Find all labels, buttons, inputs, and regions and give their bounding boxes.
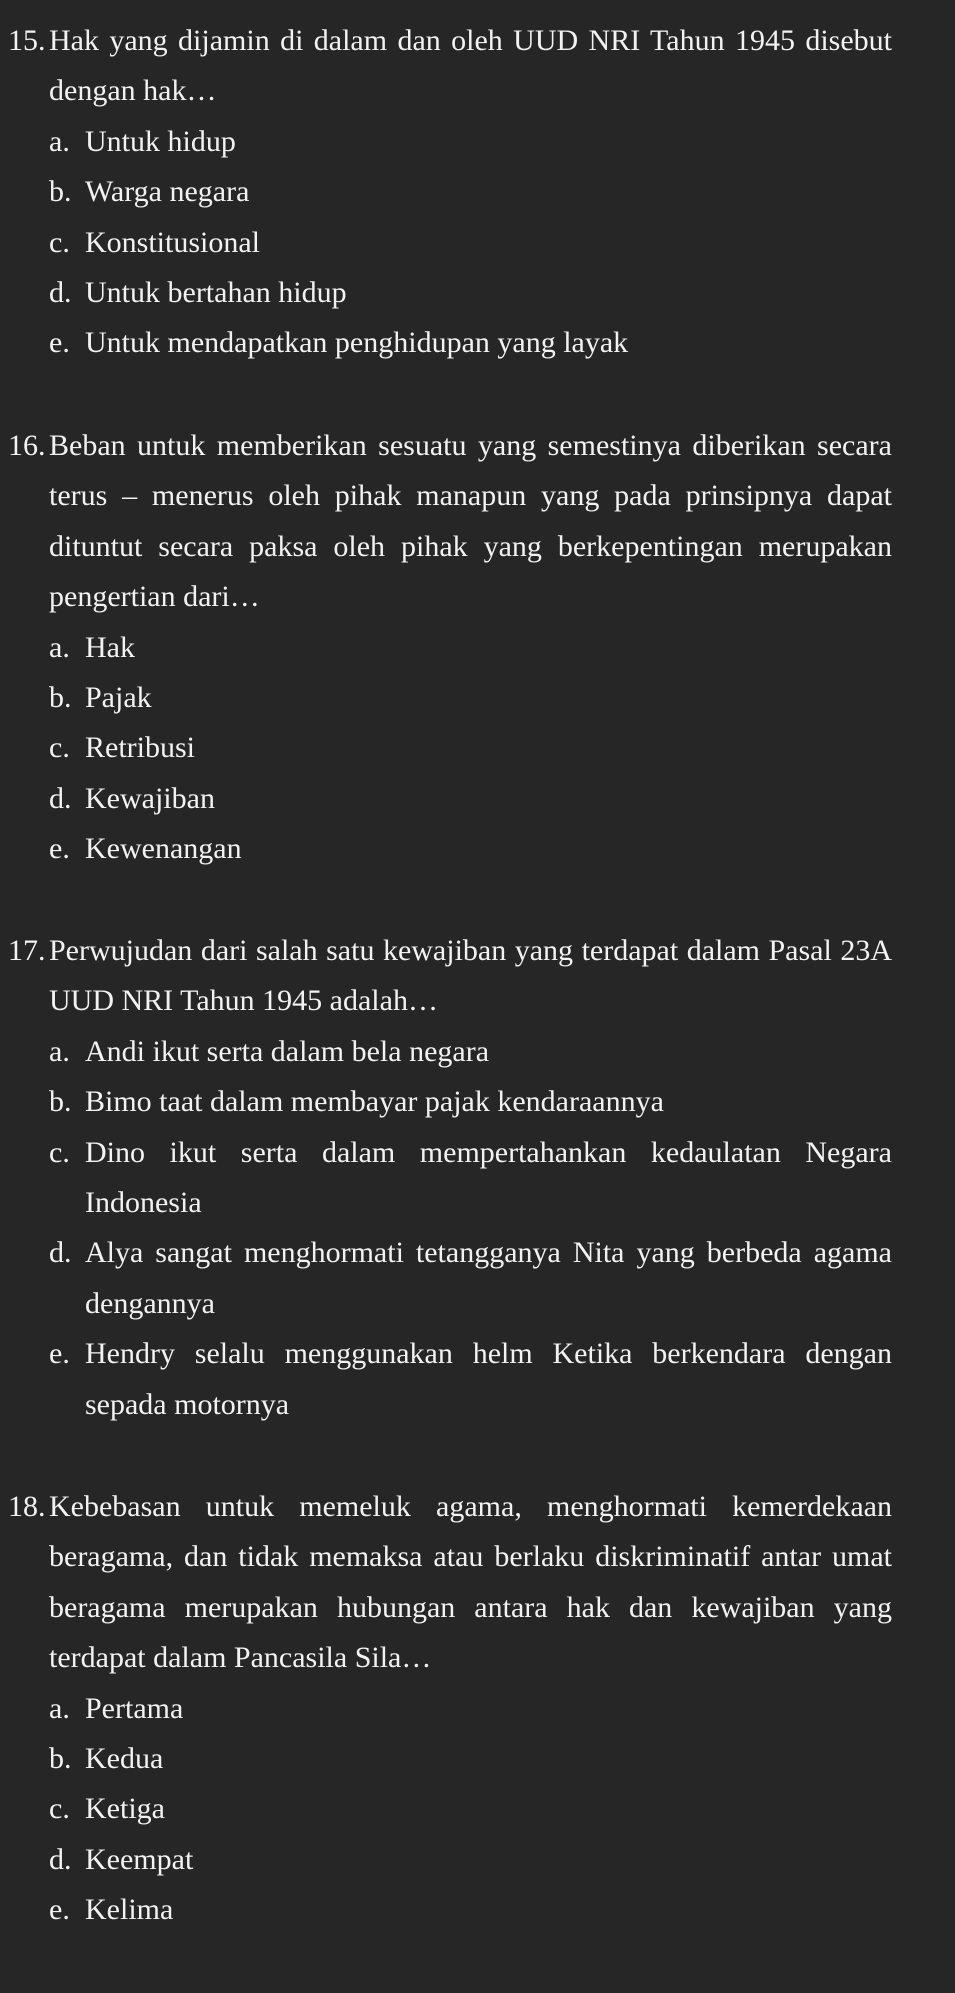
- option-label: e.: [49, 326, 70, 360]
- option-label: d.: [49, 781, 72, 815]
- option-label: d.: [49, 1236, 72, 1270]
- option-text: Ketiga: [85, 1792, 165, 1826]
- option-label: d.: [49, 1842, 72, 1876]
- option-text: Hendry selalu menggunakan helm Ketika berkendara dengan sepada motornya: [85, 1337, 892, 1421]
- option-text: Kewenangan: [85, 832, 242, 866]
- question-stem: [0, 1482, 892, 1684]
- question-17: [0, 926, 955, 1430]
- option-label: e.: [49, 832, 70, 866]
- option-text: Kewajiban: [85, 781, 215, 815]
- option-text: Retribusi: [85, 731, 195, 765]
- question-18: [0, 1482, 955, 1936]
- option-label: c.: [49, 1792, 70, 1826]
- option-text: Konstitusional: [85, 225, 261, 259]
- question-number: 17.: [8, 934, 46, 967]
- option-label: a.: [49, 630, 70, 664]
- option-d[interactable]: [0, 1835, 892, 1885]
- option-text: Dino ikut serta dalam mempertahankan kedaulatan Negara Indonesia: [85, 1135, 892, 1220]
- option-label: d.: [49, 276, 72, 310]
- question-number: 16.: [8, 429, 46, 462]
- option-text: Keempat: [85, 1842, 194, 1876]
- option-label: a.: [49, 124, 70, 158]
- question-stem: [0, 16, 892, 117]
- option-label: b.: [49, 1085, 72, 1119]
- option-label: b.: [49, 681, 72, 715]
- option-text: Untuk hidup: [85, 124, 236, 158]
- option-text: Hak: [85, 630, 135, 664]
- option-label: b.: [49, 1742, 72, 1776]
- option-d[interactable]: [0, 1228, 892, 1329]
- question-number: 15.: [8, 24, 46, 57]
- option-text: Pertama: [85, 1691, 184, 1725]
- question-15: [0, 16, 955, 369]
- option-text: Andi ikut serta dalam bela negara: [85, 1034, 490, 1068]
- option-text: Untuk mendapatkan penghidupan yang layak: [85, 326, 629, 360]
- option-b[interactable]: [0, 1734, 892, 1784]
- option-label: a.: [49, 1691, 70, 1725]
- option-d[interactable]: [0, 268, 892, 318]
- question-text: Hak yang dijamin di dalam dan oleh UUD NRI Tahun 1945 disebut dengan hak…: [49, 24, 892, 108]
- option-a[interactable]: [0, 117, 892, 167]
- option-e[interactable]: [0, 1329, 892, 1430]
- question-text: Kebebasan untuk memeluk agama, menghormati kemerdekaan beragama, dan tidak memaksa atau berlaku diskriminatif antar umat beragama merupakan hubungan antara hak dan kewajiban yang terdapat dalam Pancasila Sila…: [49, 1490, 892, 1675]
- option-e[interactable]: [0, 824, 892, 874]
- option-b[interactable]: [0, 673, 892, 723]
- option-b[interactable]: [0, 167, 892, 217]
- option-a[interactable]: [0, 1684, 892, 1734]
- question-16: [0, 421, 955, 875]
- option-e[interactable]: [0, 318, 892, 368]
- option-b[interactable]: [0, 1077, 892, 1127]
- question-stem: [0, 926, 892, 1027]
- option-text: Alya sangat menghormati tetangganya Nita yang berbeda agama dengannya: [85, 1236, 892, 1320]
- option-text: Pajak: [85, 681, 152, 715]
- question-text: Perwujudan dari salah satu kewajiban yang terdapat dalam Pasal 23A UUD NRI Tahun 1945 adalah…: [49, 934, 892, 1018]
- option-label: c.: [49, 225, 70, 259]
- option-a[interactable]: [0, 1027, 892, 1077]
- option-c[interactable]: [0, 1784, 892, 1834]
- option-label: e.: [49, 1893, 70, 1927]
- option-c[interactable]: [0, 723, 892, 773]
- question-stem: [0, 421, 892, 623]
- option-c[interactable]: [0, 1128, 892, 1229]
- question-text: Beban untuk memberikan sesuatu yang semestinya diberikan secara terus – menerus oleh pihak manapun yang pada prinsipnya dapat dituntut secara paksa oleh pihak yang berkepentingan merupakan pengertian dari…: [49, 429, 892, 614]
- option-label: b.: [49, 175, 72, 209]
- question-number: 18.: [8, 1490, 46, 1523]
- option-label: a.: [49, 1034, 70, 1068]
- option-label: e.: [49, 1337, 70, 1371]
- option-e[interactable]: [0, 1885, 892, 1935]
- option-text: Bimo taat dalam membayar pajak kendaraannya: [85, 1085, 664, 1119]
- option-text: Kelima: [85, 1893, 174, 1927]
- option-label: c.: [49, 1135, 70, 1169]
- option-d[interactable]: [0, 774, 892, 824]
- option-text: Untuk bertahan hidup: [85, 276, 347, 310]
- option-text: Kedua: [85, 1742, 164, 1776]
- option-c[interactable]: [0, 218, 892, 268]
- option-a[interactable]: [0, 623, 892, 673]
- option-label: c.: [49, 731, 70, 765]
- option-text: Warga negara: [85, 175, 250, 209]
